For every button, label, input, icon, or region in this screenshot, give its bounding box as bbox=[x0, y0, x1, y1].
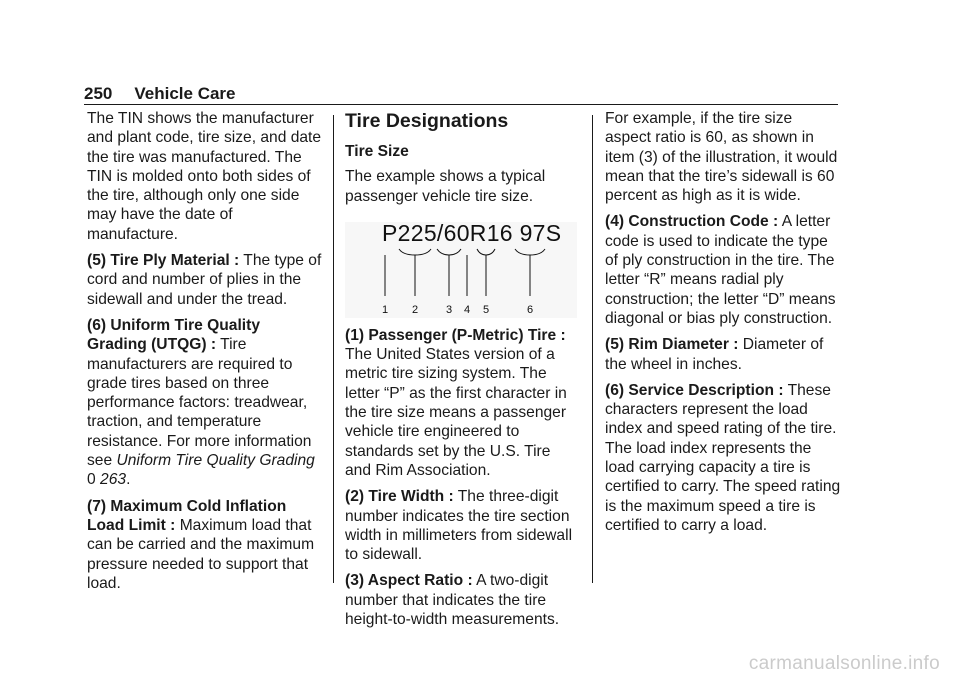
callout-label: 4 bbox=[464, 303, 471, 316]
utqg-paragraph bbox=[87, 316, 323, 490]
term-rim-diameter: (5) Rim Diameter : bbox=[605, 336, 739, 354]
passenger-tire-paragraph bbox=[345, 326, 578, 480]
term-aspect-ratio: (3) Aspect Ratio : bbox=[345, 572, 473, 590]
term-service-description: (6) Service Description : bbox=[605, 381, 784, 399]
utqg-text: Tire manufacturers are required to grade tires based on three performance factors: treadwear, traction, and temperature resistance. For more information see bbox=[87, 336, 312, 470]
term-inflation: (7) Maximum Cold Inflation Load Limit : bbox=[87, 497, 287, 534]
term-passenger-tire: (1) Passenger (P-Metric) Tire : bbox=[345, 326, 566, 344]
construction-code-text: A letter code is used to indicate the type of ply construction in the tire. The letter “R” means radial ply construction; the letter “D” means diagonal or bias ply construction. bbox=[605, 213, 836, 327]
intro-paragraph: The example shows a typical passenger vehicle tire size. bbox=[345, 168, 546, 205]
term-construction-code: (4) Construction Code : bbox=[605, 213, 779, 231]
utqg-page-ref[interactable]: 263 bbox=[100, 471, 127, 489]
callout-lines bbox=[345, 219, 577, 318]
page-ref-arrow-icon: 0 bbox=[87, 471, 96, 489]
tire-width-paragraph bbox=[345, 487, 578, 564]
service-description-paragraph bbox=[605, 381, 841, 535]
aspect-ratio-text: A two-digit number that indicates the tire height-to-width measurements. bbox=[345, 572, 560, 629]
callout-label: 1 bbox=[382, 303, 389, 316]
term-ply-material: (5) Tire Ply Material : bbox=[87, 252, 240, 270]
header-rule bbox=[84, 104, 838, 105]
watermark: carmanualsonline.info bbox=[748, 653, 940, 674]
callout-label: 2 bbox=[412, 303, 419, 316]
tire-width-text: The three-digit number indicates the tire section width in millimeters from sidewall to sidewall. bbox=[345, 488, 573, 564]
aspect-ratio-paragraph bbox=[345, 571, 578, 629]
subsection-heading: Tire Size bbox=[345, 143, 409, 160]
passenger-tire-text: The United States version of a metric tire sizing system. The letter “P” as the first character in the tire size means a passenger vehicle tire engineered to standards set by the U.S. Tire and Rim Association. bbox=[345, 346, 567, 479]
utqg-end: . bbox=[126, 471, 131, 489]
rim-diameter-text: Diameter of the wheel in inches. bbox=[605, 336, 824, 373]
construction-code-paragraph bbox=[605, 212, 841, 328]
column-divider-1 bbox=[333, 115, 334, 583]
section-title: Vehicle Care bbox=[134, 84, 236, 103]
callout-label: 6 bbox=[527, 303, 534, 316]
column-middle bbox=[345, 109, 578, 636]
rim-diameter-paragraph bbox=[605, 335, 841, 374]
tire-size-illustration bbox=[345, 219, 577, 318]
page-header bbox=[84, 84, 236, 104]
utqg-link[interactable]: Uniform Tire Quality Grading bbox=[116, 452, 315, 470]
ply-material-paragraph bbox=[87, 251, 323, 309]
term-utqg: (6) Uniform Tire Quality Grading (UTQG) : bbox=[87, 316, 261, 354]
ply-material-text: The type of cord and number of plies in the sidewall and under the tread. bbox=[87, 252, 322, 308]
term-tire-width: (2) Tire Width : bbox=[345, 488, 454, 506]
page-number: 250 bbox=[84, 84, 113, 103]
inflation-text: Maximum load that can be carried and the maximum pressure needed to support that load. bbox=[87, 516, 315, 592]
inflation-paragraph bbox=[87, 497, 323, 593]
callout-label: 3 bbox=[446, 303, 453, 316]
column-left bbox=[87, 109, 323, 600]
section-heading: Tire Designations bbox=[345, 110, 509, 132]
example-paragraph: For example, if the tire size aspect ratio is 60, as shown in item (3) of the illustration, it would mean that the tire’s sidewall is 60 percent as high as it is wide. bbox=[605, 110, 838, 205]
callout-label: 5 bbox=[483, 303, 490, 316]
service-description-text: These characters represent the load index and speed rating of the tire. The load index represents the load carrying capacity a tire is certified to carry. The speed rating is the maximum speed a tire is certified to carry a load. bbox=[605, 381, 841, 534]
tire-size-code: P225/60R16 97S bbox=[382, 219, 562, 246]
column-divider-2 bbox=[592, 115, 593, 583]
column-right bbox=[605, 109, 841, 542]
tin-paragraph: The TIN shows the manufacturer and plant code, tire size, and date the tire was manufactured. The TIN is molded onto both sides of the tire, although only one side may have the date of manufacture. bbox=[87, 110, 322, 243]
